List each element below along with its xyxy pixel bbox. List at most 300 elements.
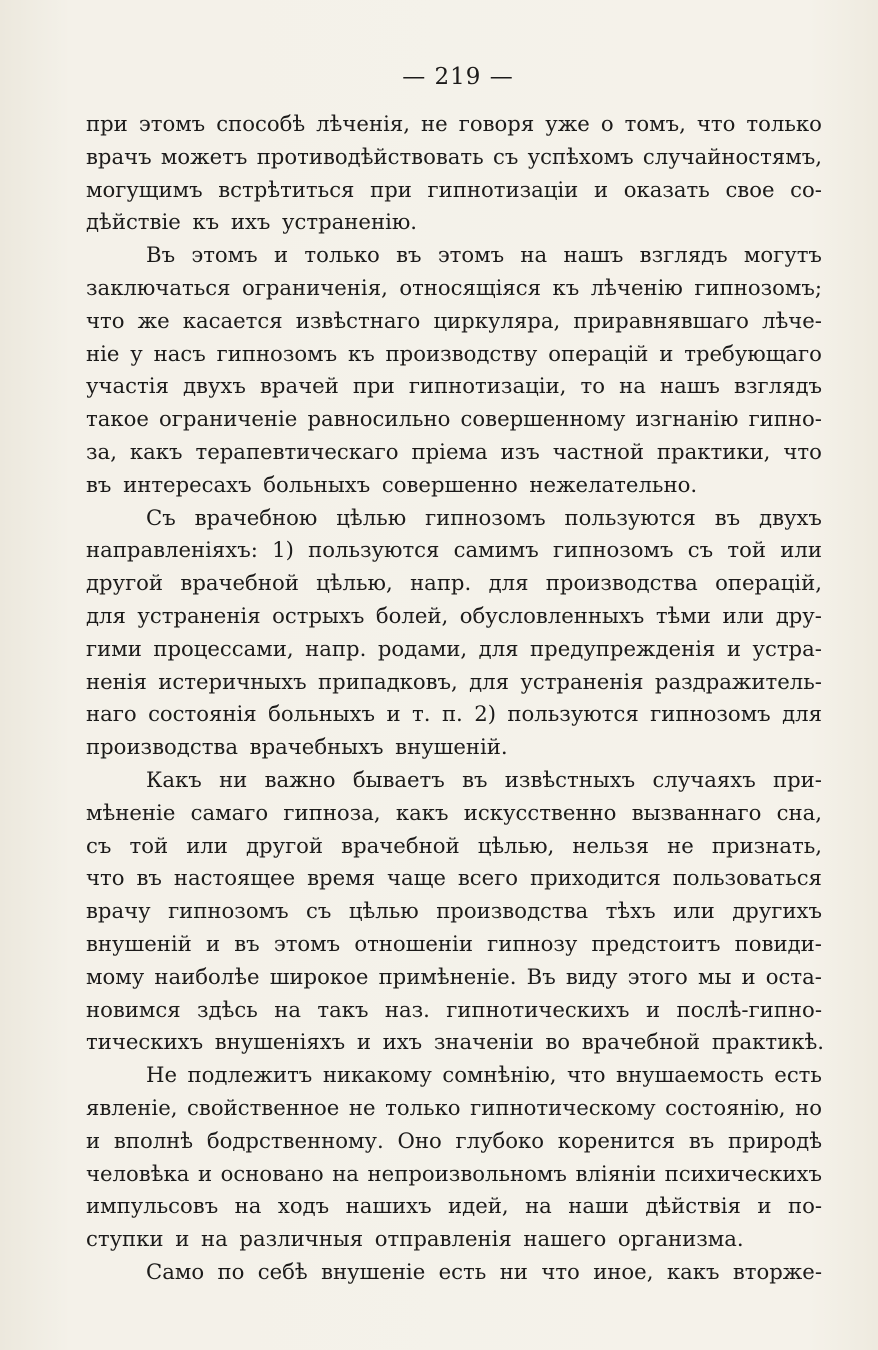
word: никакому — [322, 1062, 432, 1088]
word: что — [86, 865, 125, 891]
page-number: — 219 — — [402, 64, 514, 90]
word: Въ — [526, 963, 556, 989]
word: устраненія — [520, 668, 644, 694]
word: тѣхъ — [605, 898, 656, 924]
word: свойственное — [187, 1094, 340, 1120]
word: отправленія — [374, 1226, 512, 1252]
word: этомъ — [191, 242, 258, 268]
word: другихъ — [732, 898, 822, 924]
word: основано — [220, 1160, 324, 1186]
word: къ — [347, 340, 375, 366]
word: и — [726, 635, 741, 661]
text-line — [86, 436, 822, 469]
word: значеніи — [433, 1029, 534, 1055]
word: извѣстнаго — [295, 307, 421, 333]
word: гипнозомъ — [425, 504, 546, 530]
word: требующаго — [684, 340, 822, 366]
word: для — [469, 668, 509, 694]
word: истеричныхъ — [158, 668, 307, 694]
word: свое — [725, 176, 775, 202]
word: въ — [396, 242, 422, 268]
word: и — [205, 930, 221, 956]
word: изгнанію — [635, 406, 739, 432]
word: что — [783, 438, 822, 464]
word: не — [348, 1094, 376, 1120]
text-line — [86, 862, 822, 895]
word: устра- — [752, 635, 822, 661]
word: ограниченіе — [159, 406, 298, 432]
word: Съ — [146, 504, 176, 530]
word: наз. — [384, 996, 430, 1022]
word: различныя — [239, 1226, 364, 1252]
word: можетъ — [160, 143, 248, 169]
word: другой — [246, 832, 324, 858]
word: что — [567, 1062, 606, 1088]
word: интересахъ — [123, 471, 252, 497]
word: нашъ — [659, 373, 720, 399]
word: какъ — [129, 438, 183, 464]
text-line — [86, 797, 822, 830]
word: такое — [86, 406, 149, 432]
word: непроизвольномъ — [367, 1160, 567, 1186]
word: родами, — [377, 635, 468, 661]
word: наши — [568, 1193, 629, 1219]
word: или — [186, 832, 228, 858]
word: импульсовъ — [86, 1193, 219, 1219]
word: въ — [136, 865, 162, 891]
word: острыхъ — [272, 602, 365, 628]
word: врачебныхъ — [249, 734, 384, 760]
word: врачей — [259, 373, 339, 399]
paragraph — [86, 502, 822, 764]
text-line — [86, 174, 822, 207]
text-line — [86, 666, 822, 699]
word: участія — [86, 373, 169, 399]
word: цѣлью — [336, 504, 407, 530]
word: цѣлью, — [316, 570, 393, 596]
word: гипнозомъ — [553, 537, 674, 563]
word: въ — [462, 766, 488, 792]
word: въ — [86, 471, 112, 497]
word: совершенному — [460, 406, 626, 432]
word: нашъ — [563, 242, 624, 268]
text-line — [86, 731, 822, 764]
word: организма. — [617, 1226, 744, 1252]
word: какъ — [666, 1258, 720, 1284]
word: ихъ — [382, 1029, 423, 1055]
word: терапевтическаго — [195, 438, 399, 464]
word: есть — [774, 1062, 822, 1088]
word: тическихъ — [86, 1029, 204, 1055]
word: могутъ — [743, 242, 822, 268]
word: искусственно — [463, 799, 617, 825]
word: иное, — [593, 1258, 654, 1284]
word: внушеній — [86, 930, 192, 956]
word: ступки — [86, 1226, 164, 1252]
word: о — [600, 111, 614, 136]
word: относящіяся — [399, 274, 541, 300]
text-line — [86, 567, 822, 600]
word: на — [234, 1193, 262, 1219]
word: производству — [385, 340, 538, 366]
word: важно — [264, 766, 336, 792]
word: нашего — [523, 1226, 607, 1252]
word: дѣйствіе — [86, 209, 181, 235]
word: врачъ — [86, 143, 152, 169]
word: и — [659, 340, 674, 366]
word: съ — [306, 898, 332, 924]
word: и — [386, 701, 401, 727]
word: припадковъ, — [318, 668, 458, 694]
word: послѣ-гипно- — [676, 996, 822, 1022]
word: наго — [86, 701, 137, 727]
word: нежелательно. — [529, 471, 698, 497]
word: природѣ — [728, 1127, 822, 1153]
text-line — [86, 239, 822, 272]
word: явленіе, — [86, 1094, 178, 1120]
word: съ — [687, 537, 714, 563]
text-line — [86, 305, 822, 338]
word: какъ — [395, 799, 449, 825]
word: предупрежденія — [530, 635, 716, 661]
word: сомнѣнію, — [442, 1062, 557, 1088]
word: извѣстныхъ — [504, 766, 636, 792]
word: самаго — [190, 799, 269, 825]
word: этого — [627, 963, 688, 989]
word: въ — [714, 504, 741, 530]
word: пріема — [411, 438, 488, 464]
word: говоря — [458, 111, 535, 136]
word: вызваннаго — [631, 799, 762, 825]
text-line — [86, 1223, 822, 1256]
word: человѣка — [86, 1160, 190, 1186]
word: для — [478, 635, 519, 661]
text-line — [86, 994, 822, 1027]
text-line — [86, 502, 822, 535]
word: операцій — [548, 340, 649, 366]
text-line — [86, 1158, 822, 1191]
word: виду — [565, 963, 618, 989]
word: врачу — [86, 898, 151, 924]
word: той — [727, 537, 766, 563]
word: пользуются — [507, 701, 639, 727]
word: гипнотическихъ — [446, 996, 630, 1022]
word: или — [780, 537, 822, 563]
word: только — [746, 111, 822, 136]
word: устраненію. — [282, 209, 418, 235]
word: у — [130, 340, 143, 366]
word: гипнотизаціи — [427, 176, 579, 202]
word: ходъ — [277, 1193, 330, 1219]
word: что — [86, 307, 125, 333]
word: 1) — [272, 537, 294, 563]
text-line — [86, 633, 822, 666]
text-line — [86, 961, 822, 994]
word: гипнотизаціи, — [408, 373, 567, 399]
word: двухъ — [182, 373, 246, 399]
word: внушаемость — [616, 1062, 764, 1088]
word: приходится — [530, 865, 661, 891]
word: этомъ — [273, 930, 341, 956]
text-line — [86, 928, 822, 961]
text-line — [86, 1190, 822, 1223]
word: циркуляра, — [433, 307, 561, 333]
word: врачебною — [194, 504, 318, 530]
word: же — [137, 307, 170, 333]
paragraph — [86, 1059, 822, 1256]
word: практики, — [656, 438, 771, 464]
word: и — [175, 1226, 190, 1252]
word: производства — [545, 570, 698, 596]
word: раздражитель- — [654, 668, 822, 694]
text-line — [86, 403, 822, 436]
text-line — [86, 469, 822, 502]
word: на — [200, 1226, 228, 1252]
word: къ — [552, 274, 580, 300]
word: что — [541, 1258, 580, 1284]
word: пользуются — [564, 504, 696, 530]
word: психическихъ — [664, 1160, 822, 1186]
word: этомъ — [138, 111, 206, 136]
text-line — [86, 108, 822, 141]
word: операцій, — [715, 570, 822, 596]
word: гипнозомъ; — [694, 274, 822, 300]
word: гипнозомъ — [216, 340, 338, 366]
word: на — [619, 373, 646, 399]
text-line — [86, 895, 822, 928]
text-line — [86, 764, 822, 797]
word: вліяніи — [575, 1160, 656, 1186]
word: новимся — [86, 996, 181, 1022]
word: тѣми — [655, 602, 711, 628]
word: примѣненіе. — [378, 963, 517, 989]
word: другой — [86, 570, 164, 596]
word: болей, — [375, 602, 449, 628]
word: то — [580, 373, 605, 399]
word: всего — [457, 865, 519, 891]
text-line — [86, 600, 822, 633]
word: вполнѣ — [113, 1127, 194, 1153]
text-line — [86, 370, 822, 403]
word: что — [696, 111, 736, 136]
paragraph — [86, 1256, 822, 1289]
word: такъ — [317, 996, 369, 1022]
word: со- — [790, 176, 822, 202]
word: гипнозомъ — [650, 701, 771, 727]
word: предстоитъ — [591, 930, 721, 956]
word: производства — [436, 898, 589, 924]
word: заключаться — [86, 274, 231, 300]
word: томъ, — [624, 111, 686, 136]
word: мому — [86, 963, 145, 989]
word: ни — [219, 766, 248, 792]
word: мы — [697, 963, 732, 989]
word: гипнотическому — [470, 1094, 656, 1120]
word: съ — [493, 143, 519, 169]
word: бываетъ — [352, 766, 445, 792]
word: во — [545, 1029, 571, 1055]
word: способѣ — [216, 111, 306, 136]
text-line — [86, 698, 822, 731]
word: ни — [499, 1258, 528, 1284]
word: лѣченія, — [316, 111, 410, 136]
text-line — [86, 1026, 822, 1059]
word: и — [356, 1029, 371, 1055]
word: въ — [234, 930, 260, 956]
word: ніе — [86, 340, 120, 366]
word: Какъ — [146, 766, 202, 792]
word: для — [488, 570, 529, 596]
word: изъ — [500, 438, 540, 464]
word: состоянія — [148, 701, 257, 727]
word: ихъ — [230, 209, 271, 235]
word: Не — [146, 1062, 178, 1088]
word: самимъ — [453, 537, 539, 563]
word: внушеній. — [395, 734, 508, 760]
word: приравнявшаго — [573, 307, 749, 333]
word: Въ — [146, 242, 176, 268]
word: на — [525, 1193, 552, 1219]
word: пользуются — [308, 537, 440, 563]
word: случайностямъ, — [642, 143, 822, 169]
word: уже — [545, 111, 590, 136]
text-line — [86, 534, 822, 567]
word: процессами, — [153, 635, 294, 661]
word: взглядъ — [734, 373, 822, 399]
word: дру- — [775, 602, 822, 628]
text-line — [86, 1059, 822, 1092]
word: той — [129, 832, 169, 858]
word: гипнозу — [487, 930, 578, 956]
word: лѣченію — [590, 274, 683, 300]
word: гипноза, — [283, 799, 381, 825]
word: случаяхъ — [652, 766, 756, 792]
text-line — [86, 206, 822, 239]
word: или — [673, 898, 715, 924]
word: и — [645, 996, 661, 1022]
word: Само — [146, 1258, 205, 1284]
word: на — [332, 1160, 359, 1186]
word: но — [795, 1094, 822, 1120]
word: оста- — [765, 963, 822, 989]
word: не — [421, 111, 448, 136]
word: гими — [86, 635, 142, 661]
word: частной — [552, 438, 644, 464]
word: настоящее — [173, 865, 296, 891]
word: устраненія — [137, 602, 261, 628]
word: и — [197, 1160, 213, 1186]
word: широкое — [269, 963, 369, 989]
word: этомъ — [437, 242, 505, 268]
word: при — [352, 373, 395, 399]
text-line — [86, 338, 822, 371]
word: повиди- — [734, 930, 822, 956]
word: для — [86, 602, 126, 628]
word: чаще — [387, 865, 446, 891]
word: гипно- — [748, 406, 822, 432]
word: за, — [86, 438, 117, 464]
word: на — [274, 996, 301, 1022]
word: по — [217, 1258, 245, 1284]
word: напр. — [305, 635, 367, 661]
text-line — [86, 272, 822, 305]
word: глубоко — [455, 1127, 545, 1153]
word: не — [667, 832, 694, 858]
word: наиболѣе — [154, 963, 260, 989]
word: ненія — [86, 668, 147, 694]
word: цѣлью — [348, 898, 419, 924]
word: есть — [438, 1258, 487, 1284]
word: нельзя — [572, 832, 649, 858]
paragraph — [86, 108, 822, 239]
word: время — [307, 865, 376, 891]
word: практикѣ. — [711, 1029, 824, 1055]
text-line — [86, 1092, 822, 1125]
word: коренится — [557, 1127, 676, 1153]
page-text — [86, 108, 822, 1289]
word: направленіяхъ: — [86, 537, 258, 563]
word: противодѣйствовать — [256, 143, 484, 169]
word: нашихъ — [345, 1193, 432, 1219]
word: цѣлью, — [477, 832, 555, 858]
word: пользоваться — [672, 865, 822, 891]
word: т. — [412, 701, 431, 727]
word: или — [722, 602, 765, 628]
word: и — [86, 1127, 101, 1153]
word: внушеніяхъ — [214, 1029, 346, 1055]
text-line — [86, 141, 822, 174]
word: по- — [787, 1193, 822, 1219]
text-line — [86, 1125, 822, 1158]
word: для — [782, 701, 822, 727]
word: лѣче- — [761, 307, 822, 333]
word: къ — [192, 209, 220, 235]
word: могущимъ — [86, 176, 203, 202]
word: при — [370, 176, 412, 202]
word: въ — [688, 1127, 715, 1153]
word: внушеніе — [321, 1258, 426, 1284]
word: вторже- — [732, 1258, 822, 1284]
word: успѣхомъ — [527, 143, 634, 169]
word: Оно — [397, 1127, 442, 1153]
word: и — [757, 1193, 772, 1219]
word: съ — [86, 832, 112, 858]
word: п. — [441, 701, 463, 727]
word: отношеніи — [354, 930, 473, 956]
word: производства — [86, 734, 238, 760]
text-line — [86, 1256, 822, 1289]
word: и — [741, 963, 756, 989]
word: двухъ — [759, 504, 822, 530]
word: больныхъ — [263, 471, 371, 497]
word: только — [385, 1094, 461, 1120]
word: здѣсь — [197, 996, 258, 1022]
word: касается — [182, 307, 283, 333]
word: состоянію, — [665, 1094, 786, 1120]
text-line — [86, 830, 822, 863]
word: подлежитъ — [187, 1062, 313, 1088]
word: дѣйствія — [645, 1193, 741, 1219]
word: взглядъ — [639, 242, 728, 268]
word: встрѣтиться — [218, 176, 355, 202]
word: больныхъ — [268, 701, 376, 727]
word: признать, — [711, 832, 822, 858]
word: врачебной — [341, 832, 460, 858]
paragraph — [86, 239, 822, 501]
word: ограниченія, — [241, 274, 388, 300]
word: обусловленныхъ — [459, 602, 645, 628]
word: напр. — [410, 570, 472, 596]
